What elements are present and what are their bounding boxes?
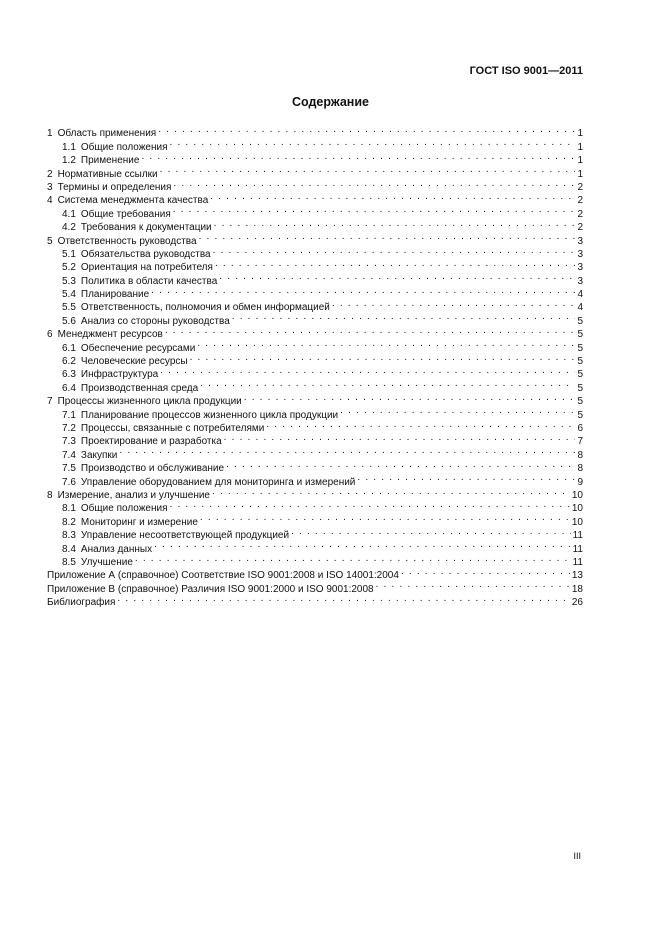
toc-entry-label: Процессы, связанные с потребителями [80, 422, 265, 434]
toc-entry-label: Обязательства руководства [80, 248, 211, 260]
toc-entry-label: Инфраструктура [80, 369, 159, 381]
toc-entry [47, 458, 583, 475]
toc-entry-number: 6 [47, 329, 53, 341]
toc-entry-number: 5.2 [62, 262, 76, 274]
toc-dot-leader [217, 270, 575, 283]
toc-entry-number: 6.4 [62, 382, 76, 394]
toc-entry-number: 4.2 [62, 222, 76, 234]
toc-entry-number: 4.1 [62, 208, 76, 220]
toc-entry-label: Термины и определения [57, 181, 172, 193]
toc-dot-leader [171, 177, 575, 190]
toc-entry-page: 2 [577, 208, 583, 220]
toc-entry-page: 11 [572, 556, 583, 568]
toc-entry-page: 7 [577, 436, 583, 448]
toc-dot-leader [242, 391, 576, 404]
toc-entry-page: 5 [577, 342, 583, 354]
toc-entry-page: 11 [572, 543, 583, 555]
page-number: III [573, 851, 581, 861]
toc-dot-leader [208, 190, 575, 203]
toc-entry-page: 18 [571, 583, 583, 595]
toc-dot-leader [211, 244, 576, 257]
toc-entry-page: 8 [577, 463, 583, 475]
toc-entry-number: 5.5 [62, 302, 76, 314]
toc-entry-page: 1 [577, 141, 583, 153]
toc-dot-leader [156, 123, 575, 136]
toc-entry-label: Обеспечение ресурсами [80, 342, 196, 354]
toc-entry-number: 4 [47, 195, 53, 207]
toc-entry-number: 7.3 [62, 436, 76, 448]
toc-entry-label: Приложение А (справочное) Соответствие ISO 9001:2008 и ISO 14001:2004 [47, 570, 399, 582]
toc-entry-label: Политика в области качества [80, 275, 218, 287]
toc-dot-leader [115, 592, 569, 605]
toc-entry-page: 4 [577, 289, 583, 301]
toc-entry-page: 1 [577, 128, 583, 140]
toc-entry-label: Ответственность руководства [57, 235, 197, 247]
toc-entry-number: 7.6 [62, 476, 76, 488]
toc-entry-label: Управление оборудованием для мониторинга и измерений [80, 476, 356, 488]
toc-entry [47, 592, 583, 609]
toc-entry-page: 5 [577, 369, 583, 381]
toc-dot-leader [338, 404, 575, 417]
toc-entry-label: Анализ данных [80, 543, 153, 555]
toc-dot-leader [197, 230, 576, 243]
toc-entry-label: Система менеджмента качества [57, 195, 209, 207]
toc-entry-label: Управление несоответствующей продукцией [80, 530, 290, 542]
toc-entry-number: 1.2 [62, 155, 76, 167]
toc-dot-leader [195, 337, 575, 350]
toc-entry-number: 8.3 [62, 530, 76, 542]
toc-entry-page: 8 [577, 449, 583, 461]
toc-entry-number: 8.4 [62, 543, 76, 555]
toc-dot-leader [264, 418, 575, 431]
toc-entry-label: Требования к документации [80, 222, 212, 234]
toc-entry-number: 5.4 [62, 289, 76, 301]
toc-dot-leader [399, 565, 570, 578]
toc-entry-page: 1 [577, 168, 583, 180]
toc-entry-page: 2 [577, 195, 583, 207]
toc-dot-leader [330, 297, 576, 310]
toc-entry-page: 5 [577, 315, 583, 327]
toc-dot-leader [230, 310, 576, 323]
toc-dot-leader [289, 525, 571, 538]
toc-entry-page: 2 [577, 222, 583, 234]
toc-entry-number: 5.6 [62, 315, 76, 327]
toc-dot-leader [374, 578, 570, 591]
toc-dot-leader [210, 485, 570, 498]
toc-dot-leader [139, 150, 575, 163]
toc-entry-number: 7.4 [62, 449, 76, 461]
toc-dot-leader [188, 351, 576, 364]
toc-dot-leader [171, 203, 576, 216]
toc-entry-number: 6.2 [62, 356, 76, 368]
table-of-contents [47, 123, 583, 609]
toc-dot-leader [198, 511, 570, 524]
toc-entry-label: Ответственность, полномочия и обмен информацией [80, 302, 330, 314]
toc-entry-number: 2 [47, 168, 53, 180]
toc-entry-page: 10 [571, 516, 583, 528]
toc-entry-number: 8 [47, 489, 53, 501]
toc-entry-label: Мониторинг и измерение [80, 516, 198, 528]
toc-entry-label: Планирование процессов жизненного цикла продукции [80, 409, 339, 421]
toc-entry [47, 444, 583, 461]
toc-entry-page: 3 [577, 262, 583, 274]
toc-entry [47, 123, 583, 140]
toc-entry-label: Человеческие ресурсы [80, 356, 188, 368]
toc-dot-leader [149, 284, 575, 297]
toc-dot-leader [198, 377, 575, 390]
toc-entry-label: Измерение, анализ и улучшение [57, 489, 210, 501]
toc-entry-number: 6.3 [62, 369, 76, 381]
toc-entry-page: 5 [577, 382, 583, 394]
toc-entry-label: Область применения [57, 128, 157, 140]
toc-entry-label: Процессы жизненного цикла продукции [57, 396, 242, 408]
toc-entry-page: 26 [571, 597, 583, 609]
toc-entry-label: Применение [80, 155, 140, 167]
toc-entry-number: 8.2 [62, 516, 76, 528]
toc-entry-label: Производственная среда [80, 382, 199, 394]
toc-entry-number: 5 [47, 235, 53, 247]
toc-dot-leader [158, 364, 575, 377]
toc-entry-page: 6 [577, 422, 583, 434]
toc-entry-label: Общие положения [80, 503, 168, 515]
toc-entry-number: 5.3 [62, 275, 76, 287]
toc-dot-leader [163, 324, 576, 337]
toc-entry-label: Закупки [80, 449, 118, 461]
toc-entry-number: 5.1 [62, 248, 76, 260]
toc-dot-leader [355, 471, 575, 484]
toc-entry-label: Нормативные ссылки [57, 168, 158, 180]
toc-entry-page: 10 [571, 503, 583, 515]
toc-entry-page: 3 [577, 248, 583, 260]
toc-dot-leader [158, 163, 576, 176]
toc-entry-page: 4 [577, 302, 583, 314]
toc-entry-page: 3 [577, 235, 583, 247]
toc-entry-label: Приложение В (справочное) Различия ISO 9001:2000 и ISO 9001:2008 [47, 583, 374, 595]
toc-entry-page: 9 [577, 476, 583, 488]
toc-entry-number: 3 [47, 181, 53, 193]
toc-entry-page: 11 [572, 530, 583, 542]
toc-entry-number: 8.1 [62, 503, 76, 515]
toc-dot-leader [133, 552, 571, 565]
toc-entry-number: 1.1 [62, 141, 76, 153]
toc-entry-label: Ориентация на потребителя [80, 262, 213, 274]
toc-entry-label: Улучшение [80, 556, 133, 568]
toc-entry-label: Анализ со стороны руководства [80, 315, 230, 327]
toc-dot-leader [224, 458, 575, 471]
toc-entry-page: 5 [577, 356, 583, 368]
toc-entry-number: 7.5 [62, 463, 76, 475]
toc-entry-number: 7.2 [62, 422, 76, 434]
toc-dot-leader [117, 444, 575, 457]
toc-entry-label: Производство и обслуживание [80, 463, 225, 475]
toc-entry-number: 7.1 [62, 409, 76, 421]
toc-dot-leader [213, 257, 576, 270]
toc-entry-label: Менеджмент ресурсов [57, 329, 163, 341]
toc-entry-page: 10 [571, 489, 583, 501]
toc-dot-leader [212, 217, 576, 230]
toc-entry-label: Общие требования [80, 208, 171, 220]
toc-entry-page: 2 [577, 181, 583, 193]
toc-entry-page: 1 [577, 155, 583, 167]
toc-entry-page: 3 [577, 275, 583, 287]
toc-entry-label: Проектирование и разработка [80, 436, 222, 448]
toc-entry-number: 7 [47, 396, 53, 408]
toc-entry-number: 6.1 [62, 342, 76, 354]
toc-entry-page: 5 [577, 396, 583, 408]
toc-entry-number: 1 [47, 128, 53, 140]
toc-title: Содержание [291, 95, 369, 109]
toc-entry-page: 5 [577, 409, 583, 421]
toc-entry-label: Планирование [80, 289, 150, 301]
toc-dot-leader [222, 431, 576, 444]
toc-dot-leader [168, 498, 570, 511]
toc-entry-page: 5 [577, 329, 583, 341]
toc-entry-number: 8.5 [62, 556, 76, 568]
toc-entry-label: Библиография [47, 597, 116, 609]
toc-dot-leader [152, 538, 571, 551]
toc-entry-label: Общие положения [80, 141, 168, 153]
document-code: ГОСТ ISO 9001—2011 [469, 65, 583, 77]
toc-entry-page: 13 [571, 570, 583, 582]
toc-dot-leader [168, 136, 576, 149]
